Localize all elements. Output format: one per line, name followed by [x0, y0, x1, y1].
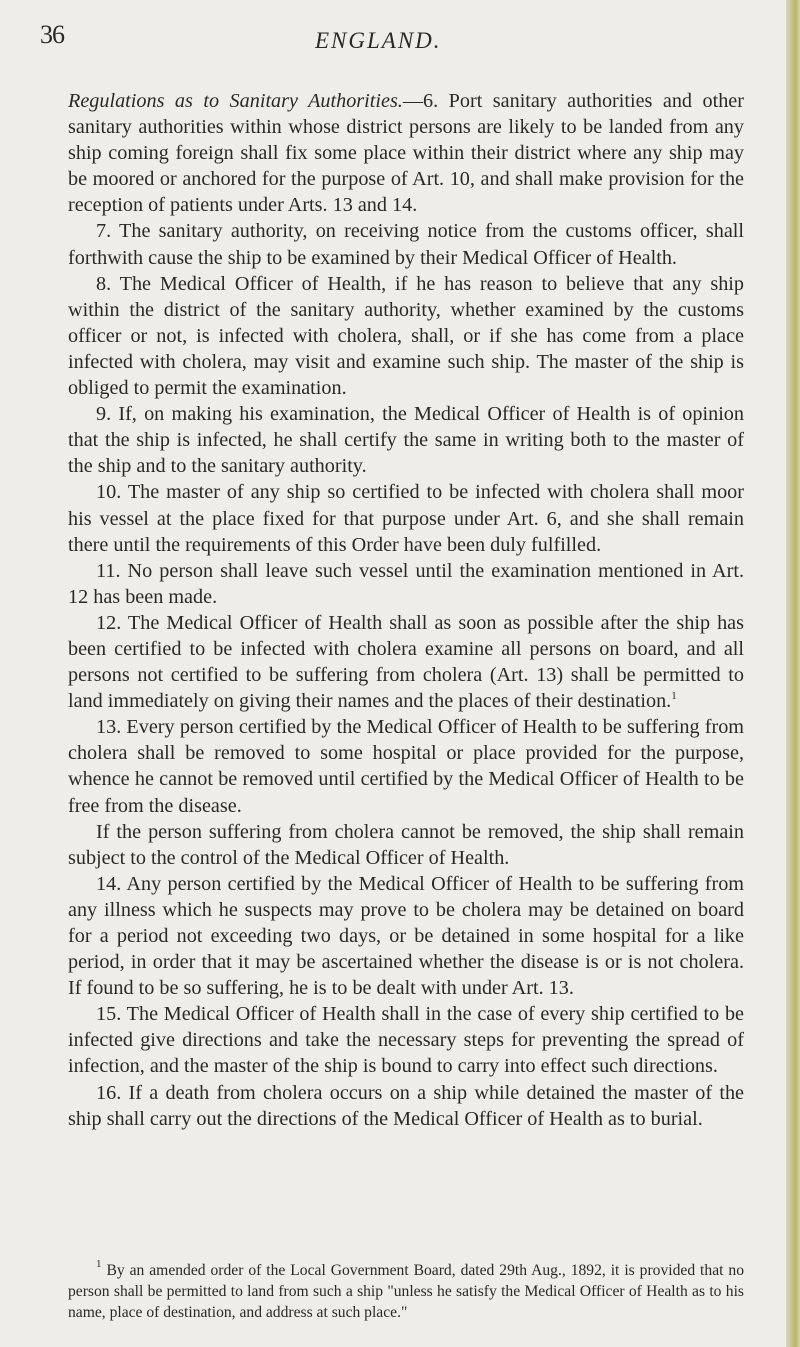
paragraph-16: 16. If a death from cholera occurs on a ship while detained the master of the ship shall carry out the directions of the Medical Officer of Health as to burial. [68, 1081, 744, 1130]
paragraph-6 [68, 88, 744, 218]
paragraph-9: 9. If, on making his examination, the Medical Officer of Health is of opinion that the ship is infected, he shall certify the same in writing both to the master of the ship and to the sanitary authority. [68, 403, 744, 478]
footnote-text: By an amended order of the Local Government Board, dated 29th Aug., 1892, it is provided that no person shall be permitted to land from such a ship "unless he satisfy the Medical Officer of Health as to his name, place of destination, and address at such place." [68, 1262, 744, 1321]
footnote-mark: 1 [96, 1258, 102, 1270]
page-number: 36 [40, 20, 64, 49]
paragraph-8: 8. The Medical Officer of Health, if he has reason to believe that any ship within the district of the sanitary authority, whether examined by the customs officer or not, is infected with cholera, shall, or if she has come from a place infected with cholera, may visit and examine such ship. The master of the ship is obliged to permit the examination. [68, 272, 744, 400]
page-edge [786, 0, 800, 1347]
paragraph-7: 7. The sanitary authority, on receiving notice from the customs officer, shall forthwith cause the ship to be examined by their Medical Officer of Health. [68, 220, 744, 269]
footnote-reference: 1 [671, 690, 677, 703]
paragraph-11: 11. No person shall leave such vessel until the examination mentioned in Art. 12 has been made. [68, 559, 744, 608]
paragraph-14: 14. Any person certified by the Medical Officer of Health to be suffering from any illness which he suspects may prove to be cholera may be detained on board for a period not exceeding two days, or be detained in some hospital for a like period, in order that it may be ascertained whether the disease is or is not cholera. If found to be so suffering, he is to be dealt with under Art. 13. [68, 872, 744, 1000]
paragraph-15: 15. The Medical Officer of Health shall in the case of every ship certified to be infected give directions and take the necessary steps for preventing the spread of infection, and the master of the ship is bound to carry into effect such directions. [68, 1003, 744, 1078]
paragraph-12 [68, 610, 744, 714]
paragraph-12-text: 12. The Medical Officer of Health shall as soon as possible after the ship has been certified to be infected with cholera examine all persons on board, and all persons not certified to be suffering from cholera (Art. 13) shall be permitted to land immediately on giving their names and the places of their destination. [68, 611, 744, 713]
running-head: ENGLAND. [315, 28, 442, 53]
body-text [68, 88, 744, 1132]
footnote [68, 1260, 744, 1323]
paragraph-13-continued: If the person suffering from cholera cannot be removed, the ship shall remain subject to the control of the Medical Officer of Health. [68, 820, 744, 869]
paragraph-10: 10. The master of any ship so certified to be infected with cholera shall moor his vessel at the place fixed for that purpose under Art. 6, and she shall remain there until the requirements of this Order have been duly fulfilled. [68, 481, 744, 556]
paragraph-6-text: —6. Port sanitary authorities and other sanitary authorities within whose district persons are likely to be landed from any ship coming foreign shall fix some place within their district where any ship may be moored or anchored for the purpose of Art. 10, and shall make provision for the reception of patients under Arts. 13 and 14. [68, 90, 744, 217]
paragraph-13: 13. Every person certified by the Medical Officer of Health to be suffering from cholera shall be removed to some hospital or place provided for the purpose, whence he cannot be removed until certified by the Medical Officer of Health to be free from the disease. [68, 716, 744, 817]
section-lead-title: Regulations as to Sanitary Authorities. [68, 90, 403, 112]
